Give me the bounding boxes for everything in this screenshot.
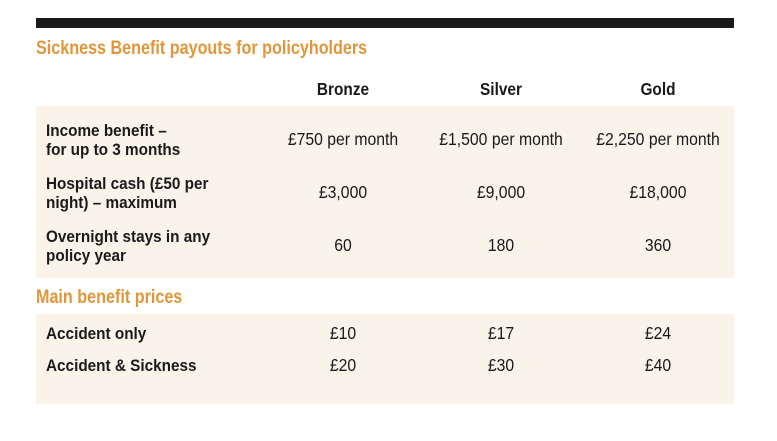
cell-accident-sickness-silver: £30 — [487, 355, 515, 375]
cell-income-gold: £2,250 per month — [596, 129, 720, 149]
cell-hospital-bronze: £3,000 — [318, 182, 368, 202]
row-label-line: Income benefit – — [46, 121, 167, 140]
cell-stays-silver: 180 — [487, 235, 515, 255]
row-label-line: night) – maximum — [46, 193, 177, 212]
row-label-line: Hospital cash (£50 per — [46, 174, 209, 193]
row-label-line: for up to 3 months — [46, 140, 181, 159]
row-label-income-benefit — [46, 121, 235, 159]
cell-accident-gold: £24 — [644, 323, 672, 343]
row-label-line: policy year — [46, 246, 126, 265]
column-header-gold: Gold — [640, 79, 676, 99]
cell-accident-silver: £17 — [487, 323, 515, 343]
cell-hospital-gold: £18,000 — [629, 182, 687, 202]
cell-stays-bronze: 60 — [334, 235, 352, 255]
cell-income-bronze: £750 per month — [287, 129, 399, 149]
cell-hospital-silver: £9,000 — [476, 182, 526, 202]
column-header-silver: Silver — [480, 79, 522, 99]
payouts-title: Sickness Benefit payouts for policyholders — [36, 38, 368, 59]
cell-income-silver: £1,500 per month — [439, 129, 563, 149]
prices-title: Main benefit prices — [36, 287, 183, 308]
row-label-line: Overnight stays in any — [46, 227, 211, 246]
cell-accident-sickness-bronze: £20 — [329, 355, 357, 375]
cell-accident-bronze: £10 — [329, 323, 357, 343]
row-label-hospital-cash — [46, 174, 235, 212]
top-rule — [36, 18, 734, 28]
cell-stays-gold: 360 — [644, 235, 672, 255]
row-label-accident-sickness: Accident & Sickness — [46, 356, 197, 375]
row-label-overnight-stays — [46, 227, 235, 265]
cell-accident-sickness-gold: £40 — [644, 355, 672, 375]
column-header-bronze: Bronze — [316, 79, 370, 99]
row-label-accident-only: Accident only — [46, 324, 147, 343]
